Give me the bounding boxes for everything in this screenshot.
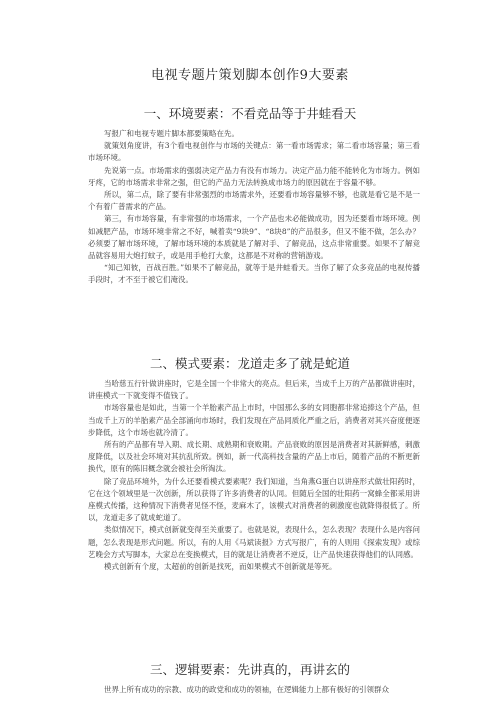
paragraph: 第三，有市场容量，有非常强的市场需求，一个产品也未必能做成功，因为还要看市场环境。例如减肥产品，市场环境非常之不好，喊着卖“9块9”、“8块8”的产品很多，但又不能不做，怎么办？必须要了解市场环境，了解市场环境的本质就是了解对手、了解竞品，这点非常重要。如果不了解竞品就容易用大炮打蚊子，或是用手枪打大象，这都是不对称的营销游戏。 <box>88 214 420 261</box>
paragraph: 就策划角度讲，有3个看电视创作与市场的关键点：第一看市场需求；第二看市场容量；第三看市场环境。 <box>88 141 420 163</box>
section-heading-mode: 二、模式要素：龙道走多了就是蛇道 <box>149 356 350 371</box>
paragraph: 所以，第二点，除了要有非常强烈的市场需求外，还要看市场容量够不够，也就是看它是不是一个有着广普需求的产品。 <box>88 190 420 212</box>
section-body-mode <box>88 378 420 573</box>
section-body-logic <box>88 684 420 696</box>
paragraph: “知己知彼，百战百胜。”如果不了解竞品，就等于是井蛙看天。当你了解了众多竞品的电视传播手段时，才不至于被它们淹没。 <box>88 263 420 285</box>
paragraph: 市场容量也是如此，当第一个羊胎素产品上市时，中国那么多的女同胞都非常追捧这个产品，但当成千上万的羊胎素产品全部涌向市场时，我们发现在产品同质化严重之后，消费者对其兴奋度便逐步降低，这个市场也就冷清了。 <box>88 403 420 437</box>
paragraph: 除了竞品环境外，为什么还要看模式要素呢？我们知道，当角燕G蛋白以讲座形式做壮阳药时，它在这个领域里是一次创新，所以获得了许多消费者的认同。但随后全国的壮阳药一窝蜂全都采用讲座模式传播，这种情况下消费者见怪不怪，麦麻木了，该模式对消费者的刺激度也就降得很低了。所以，龙道走多了就成蛇道了。 <box>88 476 420 523</box>
paragraph: 写报广和电视专题片脚本都要策略在先。 <box>104 129 239 138</box>
paragraph: 所有的产品都有导入期、成长期、成熟期和衰败期。产品衰败的原因是消费者对其新鲜感，刺激度降低，以及社会环境对其抗乱所致。例如，新一代高科技含量的产品上市后，随着产品的不断更新换代，原有的陈旧概念就会被社会所淘汰。 <box>88 440 420 474</box>
paragraph: 世界上所有成功的宗教、成功的政党和成功的领袖，在逻辑能力上都有极好的引领群众 <box>104 685 389 694</box>
section-body-environment <box>88 128 420 287</box>
paragraph: 先说第一点。市场需求的强弱决定产品力有没有市场力。决定产品力能不能转化为市场力。例如牙疼，它的市场需求非常之强，但它的产品力无法转换成市场力的原因就在于容量不够。 <box>88 165 420 187</box>
section-heading-logic: 三、逻辑要素：先讲真的，再讲玄的 <box>149 662 350 677</box>
page-title: 电视专题片策划脚本创作9大要素 <box>151 68 349 83</box>
paragraph: 类似情况下，模式创新就变得至关重要了。也就是说，表现什么，怎么表现？表现什么是内容问题，怎么表现是形式问题。所以，有的人用《马斌读报》方式写报广，有的人则用《探索发现》或综艺晚会方式写脚本，大家总在变换模式，目的就是让消费者不逆反，让产品快速获得他们的认同感。 <box>88 525 420 559</box>
section-heading-environment: 一、环境要素：不看竞品等于井蛙看天 <box>143 106 357 121</box>
paragraph: 模式创新有个度，太超前的创新是找死，而如果模式不创新就是等死。 <box>104 562 337 572</box>
paragraph: 当哈慈五行针做讲座时，它是全国一个非常大的亮点。但后来，当成千上万的产品都做讲座时，讲座模式一下就变得不值钱了。 <box>88 379 420 401</box>
